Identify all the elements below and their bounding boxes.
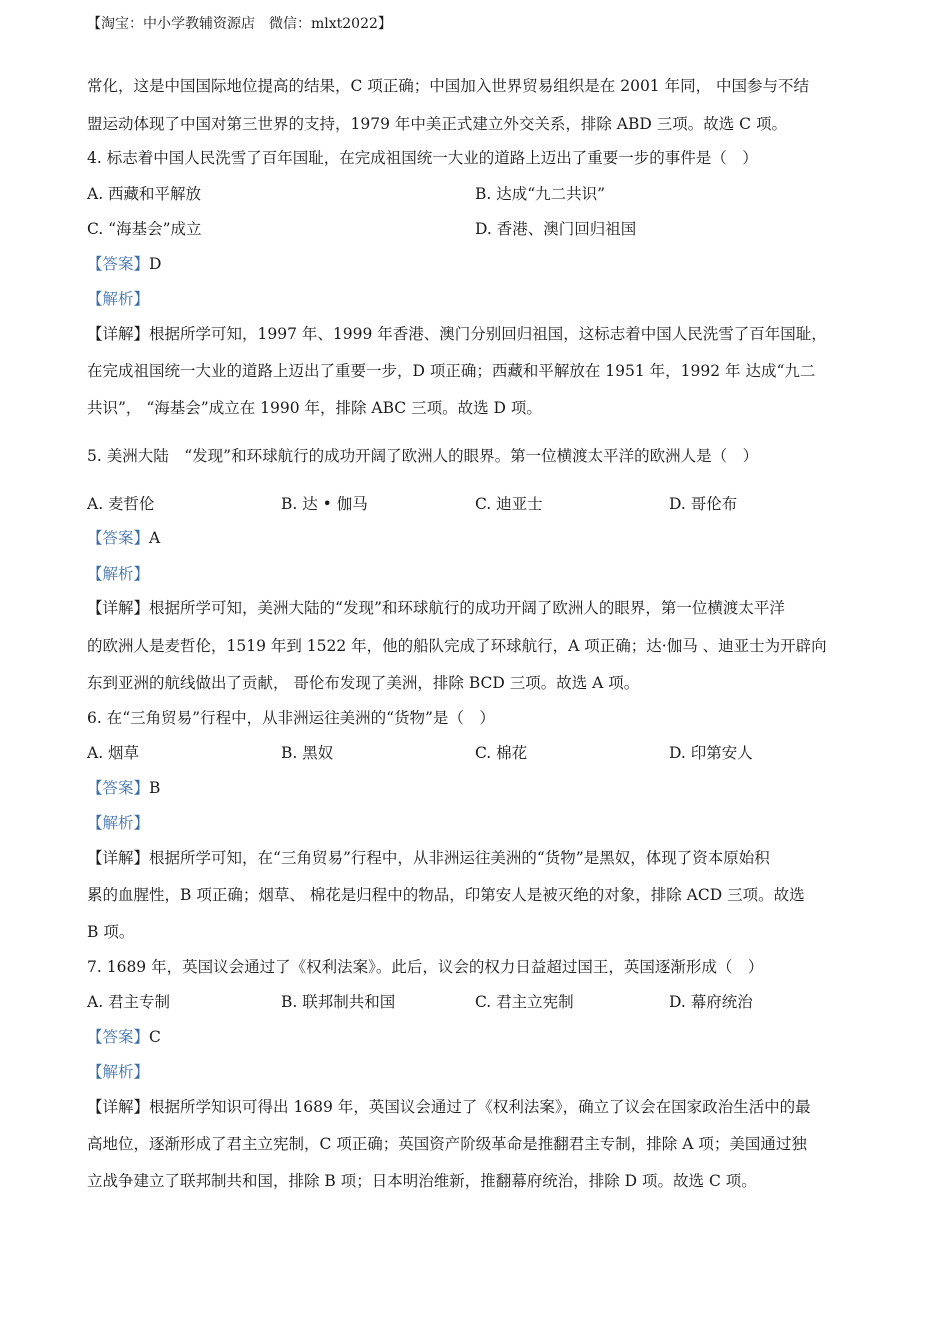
answer-tag: 【答案】 (87, 779, 150, 797)
q5-answer-value: A (149, 529, 161, 547)
q7-detail-text: 根据所学知识可得出 1689 年，英国议会通过了《权利法案》，确立了议会在国家政治生活中的最 (149, 1098, 811, 1116)
detail-tag: 【详解】 (87, 1098, 150, 1116)
q7-detail-3: 立战争建立了联邦制共和国，排除 B 项；日本明治维新，推翻幕府统治，排除 D 项。故选 C 项。 (87, 1172, 757, 1190)
q7-option-c: C. 君主立宪制 (475, 993, 574, 1011)
answer-tag: 【答案】 (87, 529, 150, 547)
q6-analysis-tag: 【解析】 (87, 814, 150, 832)
q4-option-c: C. “海基会”成立 (87, 220, 202, 238)
q4-option-b: B. 达成“九二共识” (475, 185, 606, 203)
q7-answer-value: C (149, 1028, 161, 1046)
q4-answer (87, 254, 161, 274)
q7-answer (87, 1027, 161, 1047)
q5-detail-2: 的欧洲人是麦哲伦，1519 年到 1522 年，他的船队完成了环球航行，A 项正确；达·伽马 、迪亚士为开辟向 (87, 637, 827, 655)
q4-option-d: D. 香港、澳门回归祖国 (475, 220, 637, 238)
q7-detail-1 (87, 1097, 811, 1117)
q6-answer-value: B (149, 779, 161, 797)
q6-option-b: B. 黑奴 (281, 744, 334, 762)
q7-option-a: A. 君主专制 (87, 993, 171, 1011)
q7-detail-2: 高地位，逐渐形成了君主立宪制，C 项正确；英国资产阶级革命是推翻君主专制，排除 A 项；美国通过独 (87, 1135, 807, 1153)
q5-answer (87, 528, 160, 548)
detail-tag: 【详解】 (87, 599, 150, 617)
q5-detail-1 (87, 598, 785, 618)
q7-option-b: B. 联邦制共和国 (281, 993, 396, 1011)
q4-detail-3: 共识”， “海基会”成立在 1990 年，排除 ABC 三项。故选 D 项。 (87, 399, 542, 417)
q7-stem: 7. 1689 年，英国议会通过了《权利法案》。此后，议会的权力日益超过国王，英国逐渐形成（ ） (87, 958, 764, 976)
q4-detail-1 (87, 324, 827, 344)
q6-option-d: D. 印第安人 (669, 744, 753, 762)
answer-tag: 【答案】 (87, 1028, 150, 1046)
page-header: 【淘宝：中小学教辅资源店 微信：mlxt2022】 (87, 16, 392, 32)
q5-stem: 5. 美洲大陆 “发现”和环球航行的成功开阔了欧洲人的眼界。第一位横渡太平洋的欧洲人是（ ） (87, 447, 759, 465)
q7-option-d: D. 幕府统治 (669, 993, 753, 1011)
intro-line-2: 盟运动体现了中国对第三世界的支持，1979 年中美正式建立外交关系，排除 ABD 三项。故选 C 项。 (87, 115, 787, 133)
q5-detail-text: 根据所学可知，美洲大陆的“发现”和环球航行的成功开阔了欧洲人的眼界，第一位横渡太平洋 (149, 599, 785, 617)
q6-answer (87, 778, 160, 798)
answer-tag: 【答案】 (87, 255, 150, 273)
q5-option-b: B. 达 • 伽马 (281, 495, 368, 513)
q6-detail-3: B 项。 (87, 923, 135, 941)
q7-analysis-tag: 【解析】 (87, 1063, 150, 1081)
q4-detail-text: 根据所学可知，1997 年、1999 年香港、澳门分别回归祖国，这标志着中国人民洗雪了百年国耻， (149, 325, 827, 343)
q4-answer-value: D (149, 255, 162, 273)
detail-tag: 【详解】 (87, 849, 150, 867)
q5-option-c: C. 迪亚士 (475, 495, 543, 513)
q6-detail-2: 累的血腥性，B 项正确；烟草、 棉花是归程中的物品，印第安人是被灭绝的对象，排除 ACD 三项。故选 (87, 886, 805, 904)
q4-option-a: A. 西藏和平解放 (87, 185, 202, 203)
detail-tag: 【详解】 (87, 325, 150, 343)
q5-detail-3: 东到亚洲的航线做出了贡献， 哥伦布发现了美洲，排除 BCD 三项。故选 A 项。 (87, 674, 640, 692)
q6-detail-text: 根据所学可知，在“三角贸易”行程中，从非洲运往美洲的“货物”是黑奴，体现了资本原始积 (149, 849, 770, 867)
q5-option-a: A. 麦哲伦 (87, 495, 155, 513)
q4-detail-2: 在完成祖国统一大业的道路上迈出了重要一步，D 项正确；西藏和平解放在 1951 年，1992 年 达成“九二 (87, 362, 816, 380)
q6-option-a: A. 烟草 (87, 744, 140, 762)
q4-analysis-tag: 【解析】 (87, 290, 150, 308)
intro-line-1: 常化，这是中国国际地位提高的结果，C 项正确；中国加入世界贸易组织是在 2001 年同， 中国参与不结 (87, 77, 810, 95)
q4-stem: 4. 标志着中国人民洗雪了百年国耻，在完成祖国统一大业的道路上迈出了重要一步的事件是（ ） (87, 149, 758, 167)
q5-option-d: D. 哥伦布 (669, 495, 738, 513)
q6-detail-1 (87, 848, 770, 868)
q6-stem: 6. 在“三角贸易”行程中，从非洲运往美洲的“货物”是（ ） (87, 709, 495, 727)
q5-analysis-tag: 【解析】 (87, 565, 150, 583)
q6-option-c: C. 棉花 (475, 744, 528, 762)
